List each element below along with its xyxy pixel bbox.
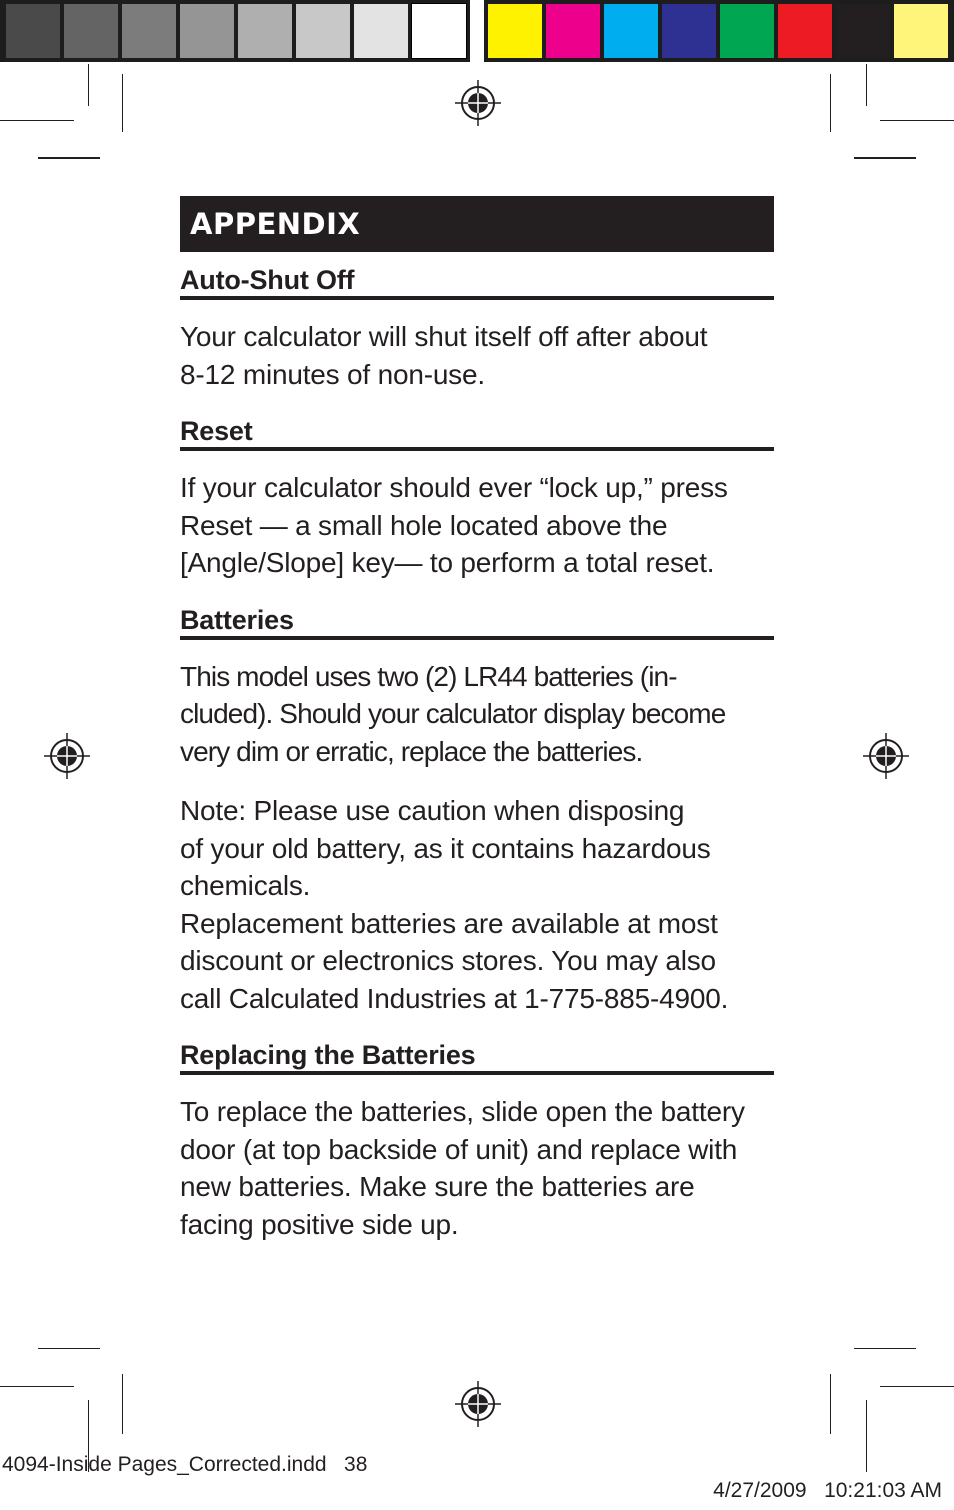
color-swatch xyxy=(836,4,890,58)
crop-mark xyxy=(38,1348,100,1349)
section-heading: Batteries xyxy=(180,604,774,640)
crop-mark xyxy=(0,120,74,121)
section-batteries xyxy=(180,604,774,1018)
gray-swatch xyxy=(296,4,350,58)
section-heading: Replacing the Batteries xyxy=(180,1039,774,1075)
section-reset xyxy=(180,415,774,582)
slug-filename: 4094-Inside Pages_Corrected.indd 38 xyxy=(2,1453,368,1476)
gray-swatch xyxy=(354,4,408,58)
gray-swatch xyxy=(6,4,60,58)
registration-mark-icon xyxy=(863,733,909,779)
section-auto-shut-off xyxy=(180,264,774,393)
section-heading: Auto-Shut Off xyxy=(180,264,774,300)
registration-mark-icon xyxy=(455,1381,501,1427)
color-swatch xyxy=(546,4,600,58)
section-replacing-batteries xyxy=(180,1039,774,1243)
crop-mark xyxy=(854,157,916,159)
crop-mark xyxy=(880,120,954,121)
registration-mark-icon xyxy=(455,80,501,126)
section-paragraph: Note: Please use caution when disposing of your old battery, as it contains hazardous chemicals. Replacement batteries are available at most discount or electronics stores. You may also call Calculated Industries at 1-775-885-4900. xyxy=(180,795,729,1014)
page-content xyxy=(180,196,774,1265)
color-swatch xyxy=(894,4,948,58)
crop-mark xyxy=(830,1374,831,1434)
section-paragraph: Your calculator will shut itself off after about 8-12 minutes of non-use. xyxy=(180,321,708,390)
section-heading: Reset xyxy=(180,415,774,451)
crop-mark xyxy=(830,74,831,132)
print-slug xyxy=(2,1426,942,1504)
crop-mark xyxy=(880,1386,954,1387)
grayscale-bar xyxy=(0,0,470,62)
section-paragraph: If your calculator should ever “lock up,” press Reset — a small hole located above the [Angle/Slope] key— to perform a total reset. xyxy=(180,472,728,578)
gray-swatch xyxy=(64,4,118,58)
appendix-banner: APPENDIX xyxy=(180,196,774,252)
crop-mark xyxy=(866,64,867,106)
color-swatch xyxy=(778,4,832,58)
crop-mark xyxy=(0,1386,74,1387)
crop-mark xyxy=(854,1348,916,1349)
color-bar xyxy=(484,0,954,62)
crop-mark xyxy=(122,74,123,132)
crop-mark xyxy=(38,157,100,159)
color-swatch xyxy=(488,4,542,58)
gray-swatch xyxy=(180,4,234,58)
gray-swatch xyxy=(412,4,466,58)
color-swatch xyxy=(604,4,658,58)
slug-timestamp: 4/27/2009 10:21:03 AM xyxy=(713,1479,942,1502)
color-swatch xyxy=(662,4,716,58)
section-paragraph: This model uses two (2) LR44 batteries (in- cluded). Should your calculator display become very dim or erratic, replace the batteries. xyxy=(180,660,726,767)
crop-mark xyxy=(122,1374,123,1434)
registration-mark-icon xyxy=(44,733,90,779)
gray-swatch xyxy=(238,4,292,58)
color-swatch xyxy=(720,4,774,58)
gray-swatch xyxy=(122,4,176,58)
section-paragraph: To replace the batteries, slide open the battery door (at top backside of unit) and replace with new batteries. Make sure the batteries are facing positive side up. xyxy=(180,1096,745,1240)
crop-mark xyxy=(88,64,89,106)
